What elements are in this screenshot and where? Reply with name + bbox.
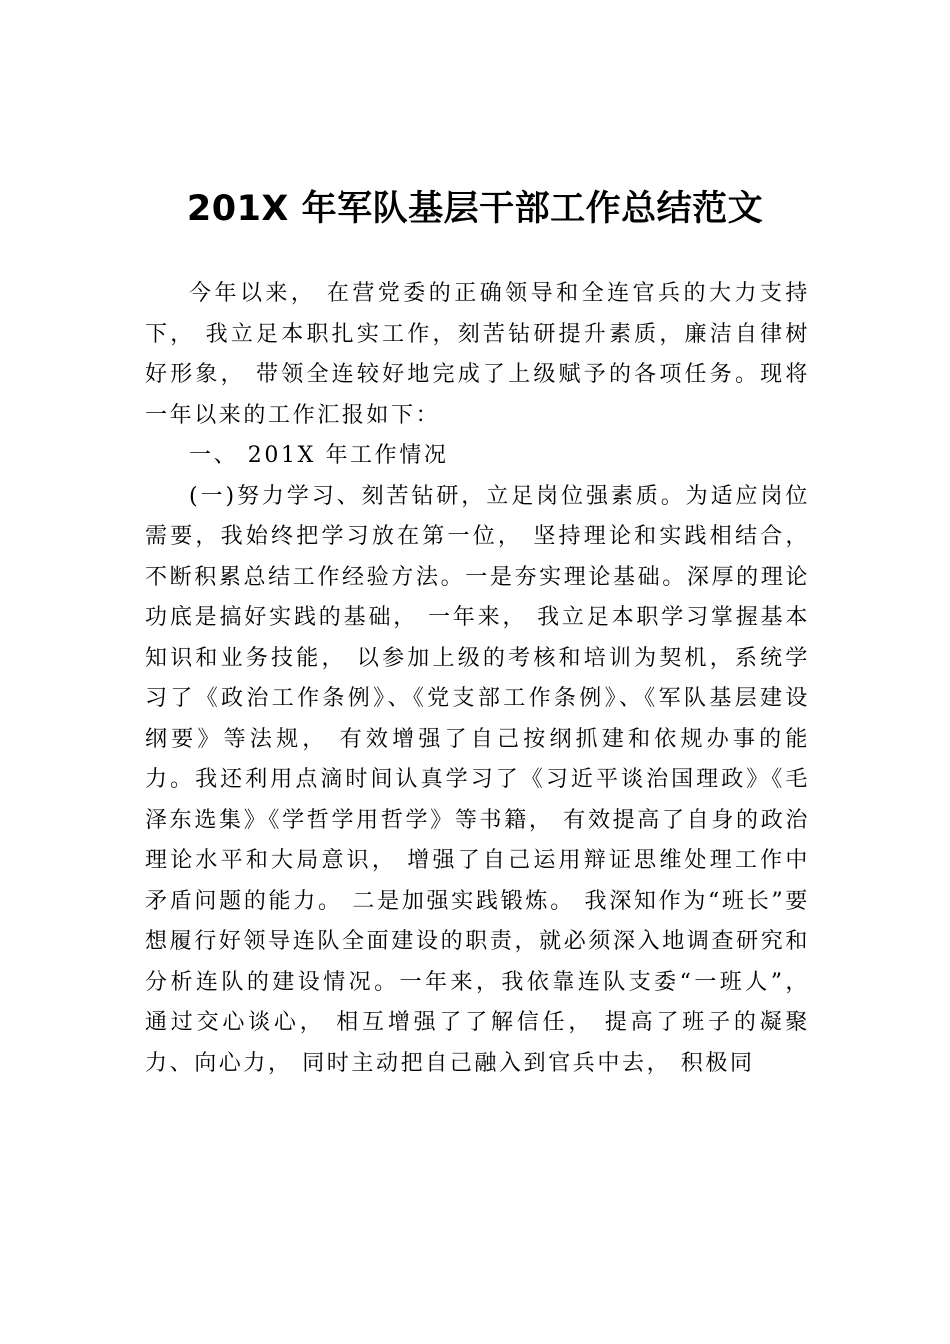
document-body bbox=[145, 274, 810, 1084]
intro-paragraph: 今年以来， 在营党委的正确领导和全连官兵的大力支持下， 我立足本职扎实工作，刻苦钻研提升素质，廉洁自律树好形象， 带领全连较好地完成了上级赋予的各项任务。现将一年以来的工作汇报如下： bbox=[145, 281, 810, 428]
document-title: 201X 年军队基层干部工作总结范文 bbox=[186, 189, 764, 229]
body-paragraph: (一)努力学习、刻苦钻研，立足岗位强素质。为适应岗位需要，我始终把学习放在第一位， 坚持理论和实践相结合， 不断积累总结工作经验方法。一是夯实理论基础。深厚的理论功底是搞好实践的基础， 一年来， 我立足本职学习掌握基本知识和业务技能， 以参加上级的考核和培训为契机，系统学习了《政治工作条例》、《党支部工作条例》、《军队基层建设纲要》等法规， 有效增强了自己按纲抓建和依规办事的能力。我还利用点滴时间认真学习了《习近平谈治国理政》《毛泽东选集》《学哲学用哲学》等书籍， 有效提高了自身的政治理论水平和大局意识， 增强了自己运用辩证思维处理工作中矛盾问题的能力。 二是加强实践锻炼。 我深知作为“班长”要想履行好领导连队全面建设的职责，就必须深入地调查研究和分析连队的建设情况。一年来，我依靠连队支委“一班人”，通过交心谈心， 相互增强了了解信任， 提高了班子的凝聚力、向心力， 同时主动把自己融入到官兵中去， 积极同 bbox=[145, 483, 810, 1076]
section-heading: 一、 201X 年工作情况 bbox=[189, 443, 449, 468]
